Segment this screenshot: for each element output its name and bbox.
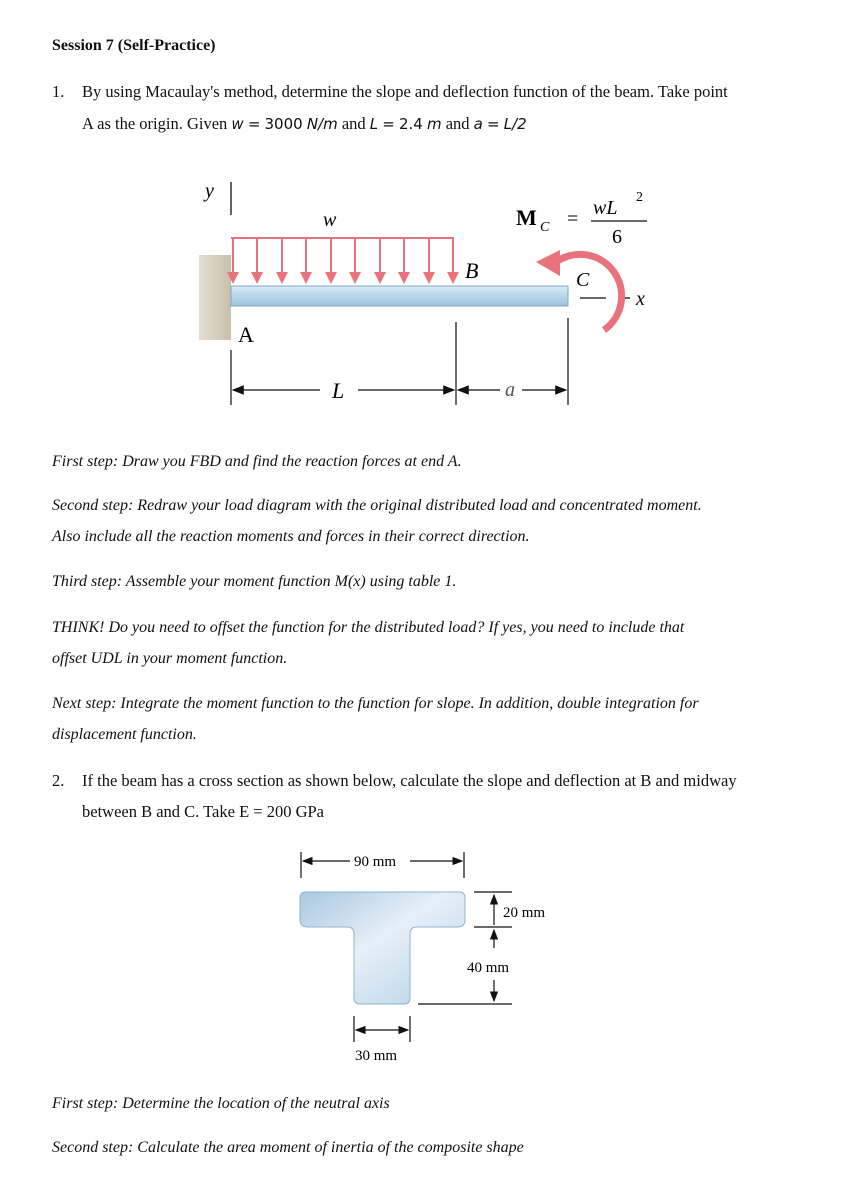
w-value: 3000 bbox=[264, 115, 303, 133]
question-2-line-2: between B and C. Take E = 200 GPa bbox=[82, 802, 325, 821]
step-1-second-line-1: Second step: Redraw your load diagram with the original distributed load and concentrated moment. bbox=[52, 497, 702, 514]
point-B-label: B bbox=[465, 258, 479, 283]
a-equals: = bbox=[487, 115, 500, 133]
step-2-second: Second step: Calculate the area moment of inertia of the composite shape bbox=[52, 1139, 524, 1156]
question-1-number: 1. bbox=[52, 82, 65, 101]
L-symbol: L bbox=[369, 115, 379, 133]
step-1-third: Third step: Assemble your moment function M(x) using table 1. bbox=[52, 573, 457, 590]
beam bbox=[231, 286, 568, 306]
step-1-first: First step: Draw you FBD and find the reaction forces at end A. bbox=[52, 453, 462, 470]
load-label: w bbox=[323, 209, 337, 231]
y-axis-label: y bbox=[205, 180, 214, 202]
question-2-line-1: If the beam has a cross section as shown below, calculate the slope and deflection at B and midway bbox=[82, 771, 737, 790]
moment-numerator: wL bbox=[593, 197, 618, 219]
beam-diagram bbox=[0, 170, 844, 415]
web-width-label: 30 mm bbox=[355, 1048, 398, 1064]
a-symbol: a bbox=[473, 115, 483, 133]
moment-subscript: C bbox=[540, 220, 550, 235]
L-unit: m bbox=[426, 115, 442, 133]
and-text-2: and bbox=[445, 114, 470, 133]
t-section-shape bbox=[300, 892, 465, 1004]
moment-denominator: 6 bbox=[612, 226, 622, 248]
w-symbol: w bbox=[231, 115, 244, 133]
step-1-think-line-1: THINK! Do you need to offset the function for the distributed load? If yes, you need to include that bbox=[52, 619, 685, 636]
L-value: 2.4 bbox=[398, 115, 423, 133]
and-text-1: and bbox=[341, 114, 366, 133]
dim-a-label: a bbox=[505, 379, 515, 401]
flange-thickness-label: 20 mm bbox=[503, 905, 546, 921]
width-label: 90 mm bbox=[354, 854, 397, 870]
dim-L-label: L bbox=[332, 378, 345, 403]
x-axis-label: x bbox=[636, 288, 645, 310]
step-1-next-line-2: displacement function. bbox=[52, 726, 197, 743]
step-1-second-line-2: Also include all the reaction moments and forces in their correct direction. bbox=[52, 528, 530, 545]
question-1-line-1: By using Macaulay's method, determine the slope and deflection function of the beam. Take point bbox=[82, 82, 728, 101]
moment-label: M bbox=[516, 205, 537, 230]
step-1-next-line-1: Next step: Integrate the moment function to the function for slope. In addition, double integration for bbox=[52, 695, 699, 712]
web-height-label: 40 mm bbox=[467, 960, 510, 976]
step-2-first: First step: Determine the location of the neutral axis bbox=[52, 1095, 390, 1112]
a-value: L/2 bbox=[503, 115, 527, 133]
question-2-number: 2. bbox=[52, 771, 65, 790]
moment-exponent: 2 bbox=[636, 190, 643, 205]
w-equals: = bbox=[247, 115, 261, 133]
question-1-line-2 bbox=[82, 114, 527, 134]
cross-section-diagram bbox=[0, 845, 844, 1070]
moment-arrowhead bbox=[536, 250, 560, 276]
load-arrows bbox=[233, 238, 453, 276]
fixed-wall bbox=[199, 255, 231, 340]
session-title: Session 7 (Self-Practice) bbox=[52, 37, 216, 54]
given-prefix: A as the origin. Given bbox=[82, 114, 228, 133]
w-unit: N/m bbox=[306, 115, 338, 133]
step-1-think-line-2: offset UDL in your moment function. bbox=[52, 650, 288, 667]
point-C-label: C bbox=[576, 269, 590, 291]
point-A-label: A bbox=[238, 322, 254, 347]
moment-equals: = bbox=[567, 208, 579, 230]
L-equals: = bbox=[382, 115, 395, 133]
load-arrowheads bbox=[227, 272, 459, 284]
